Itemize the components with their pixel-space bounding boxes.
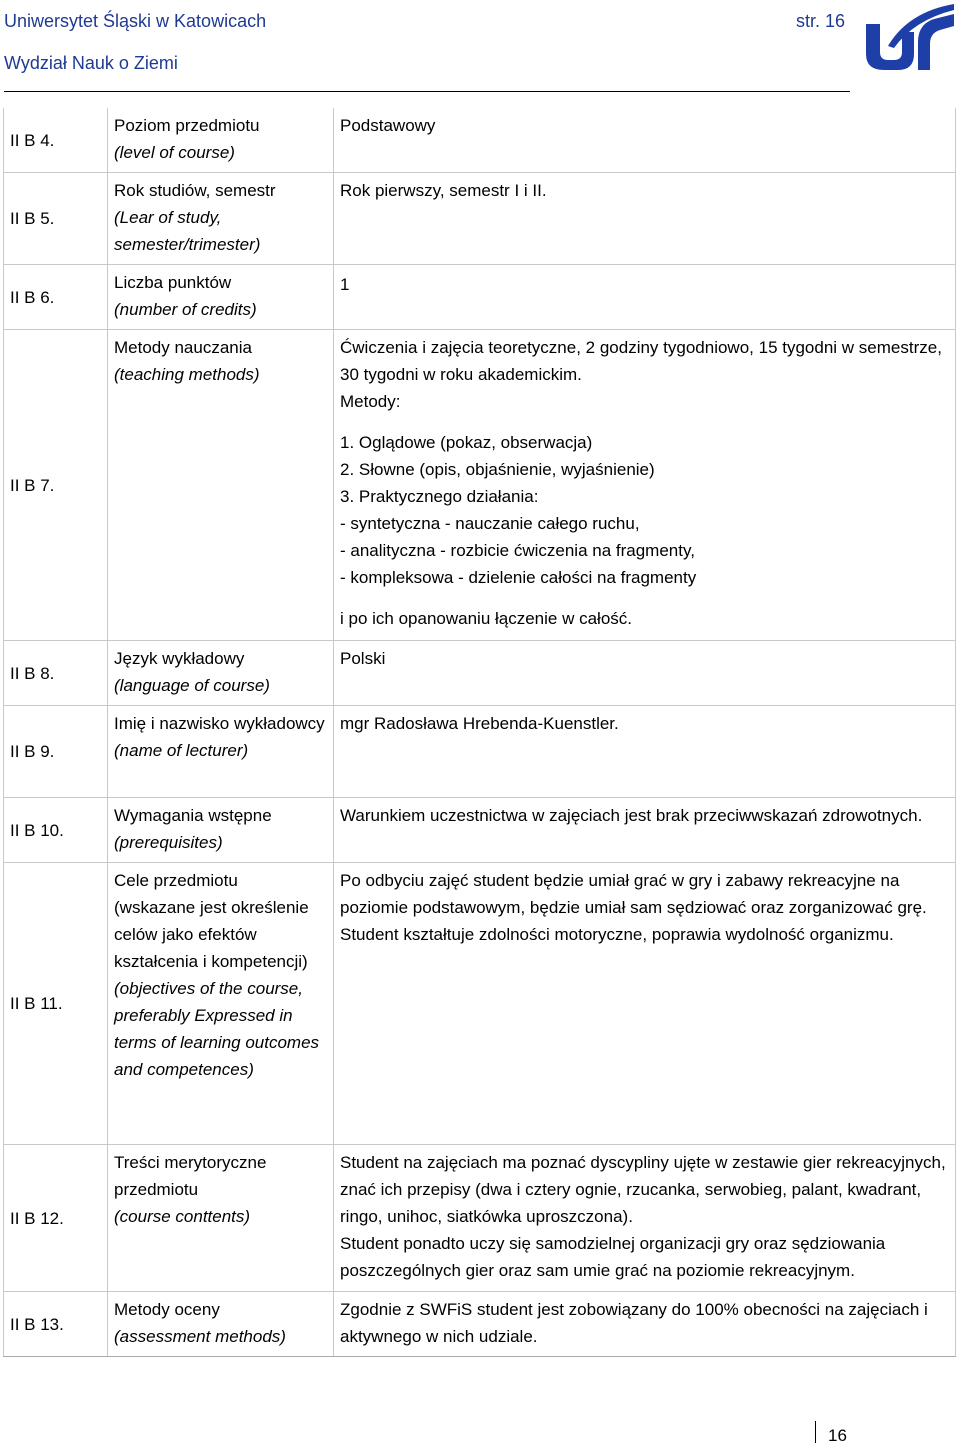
- row-label: Imię i nazwisko wykładowcy (name of lecturer): [108, 706, 334, 797]
- row-value: 1: [334, 265, 956, 329]
- row-label: Cele przedmiotu (wskazane jest określenie celów jako efektów kształcenia i kompetencji) (objectives of the course, preferably Expressed in terms of learning outcomes and competences): [108, 863, 334, 1144]
- row-value: Polski: [334, 641, 956, 705]
- row-label: Metody nauczania (teaching methods): [108, 330, 334, 640]
- row-value: Ćwiczenia i zajęcia teoretyczne, 2 godziny tygodniowo, 15 tygodni w semestrze, 30 tygodni w roku akademickim. Metody: 1. Oglądowe (pokaz, obserwacja) 2. Słowne (opis, objaśnienie, wyjaśnienie) 3. Praktycznego działania: - syntetyczna - nauczanie całego ruchu, - analityczna - rozbicie ćwiczenia na fragmenty, - kompleksowa - dzielenie całości na fragmenty i po ich opanowaniu łączenie w całość.: [334, 330, 956, 640]
- table-row: [3, 798, 956, 863]
- header-faculty: Wydział Nauk o Ziemi: [4, 53, 178, 73]
- table-row: [3, 1292, 956, 1357]
- row-label: Rok studiów, semestr (Lear of study, semester/trimester): [108, 173, 334, 264]
- row-value: Zgodnie z SWFiS student jest zobowiązany do 100% obecności na zajęciach i aktywnego w nich udziale.: [334, 1292, 956, 1356]
- row-value: Po odbyciu zajęć student będzie umiał grać w gry i zabawy rekreacyjne na poziomie podstawowym, będzie umiał sam sędziować oraz zorganizować grę. Student kształtuje zdolności motoryczne, poprawia wydolność organizmu.: [334, 863, 956, 1144]
- course-table: [3, 108, 956, 1357]
- row-label: Treści merytoryczne przedmiotu (course conttents): [108, 1145, 334, 1291]
- row-code: II B 10.: [3, 798, 108, 862]
- row-value: mgr Radosława Hrebenda-Kuenstler.: [334, 706, 956, 797]
- header-page-label: str. 16: [796, 11, 846, 31]
- table-row: [3, 863, 956, 1145]
- header-university: Uniwersytet Śląski w Katowicach: [4, 11, 267, 31]
- row-code: II B 7.: [3, 330, 108, 640]
- row-code: II B 5.: [3, 173, 108, 264]
- table-row: [3, 108, 956, 173]
- row-code: II B 6.: [3, 265, 108, 329]
- table-row: [3, 641, 956, 706]
- table-row: [3, 265, 956, 330]
- row-label: Metody oceny (assessment methods): [108, 1292, 334, 1356]
- row-value: Warunkiem uczestnictwa w zajęciach jest brak przeciwwskazań zdrowotnych.: [334, 798, 956, 862]
- row-code: II B 9.: [3, 706, 108, 797]
- row-code: II B 4.: [3, 108, 108, 172]
- row-code: II B 13.: [3, 1292, 108, 1356]
- table-row: [3, 1145, 956, 1292]
- table-row: [3, 330, 956, 641]
- row-value: Podstawowy: [334, 108, 956, 172]
- row-value: Rok pierwszy, semestr I i II.: [334, 173, 956, 264]
- footer-page-number: 16: [828, 1426, 847, 1445]
- row-code: II B 8.: [3, 641, 108, 705]
- row-label: Liczba punktów (number of credits): [108, 265, 334, 329]
- header-divider: [4, 91, 850, 92]
- row-code: II B 12.: [3, 1145, 108, 1291]
- table-row: [3, 706, 956, 798]
- table-row: [3, 173, 956, 265]
- row-value: Student na zajęciach ma poznać dyscypliny ujęte w zestawie gier rekreacyjnych, znać ich przepisy (dwa i cztery ognie, rzucanka, serwobieg, palant, kwadrant, ringo, unihoc, siatkówka uproszczona). Student ponadto uczy się samodzielnej organizacji gry oraz sędziowania poszczególnych gier oraz sam umie grać na poziomie rekreacyjnym.: [334, 1145, 956, 1291]
- row-label: Wymagania wstępne (prerequisites): [108, 798, 334, 862]
- footer-divider: [815, 1421, 816, 1443]
- row-code: II B 11.: [3, 863, 108, 1144]
- row-label: Poziom przedmiotu (level of course): [108, 108, 334, 172]
- university-logo-icon: [858, 2, 956, 78]
- row-label: Język wykładowy (language of course): [108, 641, 334, 705]
